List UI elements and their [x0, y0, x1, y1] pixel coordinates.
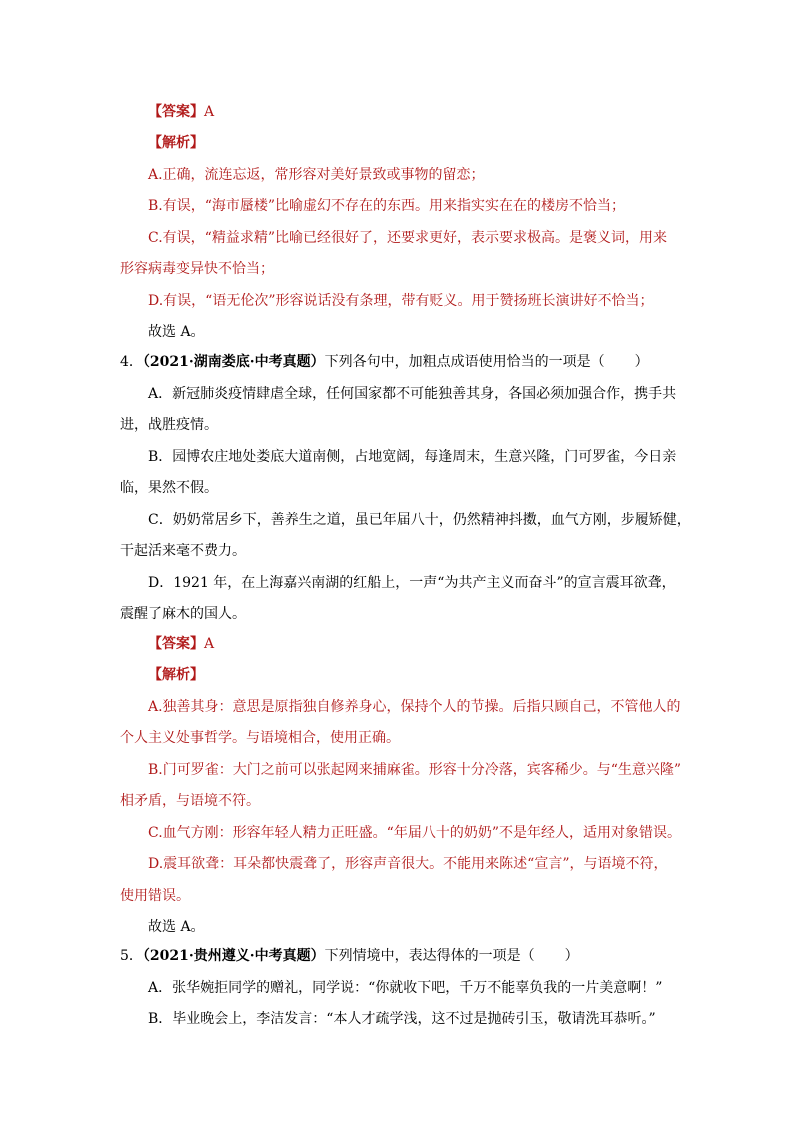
q4-answer-line — [148, 634, 214, 654]
analysis-label: 【解析】 — [148, 667, 204, 683]
answer-value: A — [204, 104, 215, 120]
q4-option-line: 进，战胜疫情。 — [120, 417, 218, 433]
q5-option-line: A．张华婉拒同学的赠礼，同学说：“你就收下吧，千万不能辜负我的一片美意啊！” — [148, 980, 663, 996]
q4-option-line: 震醒了麻木的国人。 — [120, 606, 246, 622]
answer-label: 【答案】 — [148, 104, 204, 120]
q4-option-line: 临，果然不假。 — [120, 480, 218, 496]
question-stem: 下列情境中，表达得体的一项是（ — [324, 948, 535, 964]
q3-analysis-line: A.正确，流连忘返，常形容对美好景致或事物的留恋； — [148, 167, 485, 183]
q4-option-line: A．新冠肺炎疫情肆虐全球，任何国家都不可能独善其身，各国必须加强合作，携手共 — [148, 386, 677, 402]
q3-conclusion: 故选 A。 — [148, 324, 205, 340]
q4-analysis-line: D.震耳欲聋：耳朵都快震聋了，形容声音很大。不能用来陈述“宣言”，与语境不符， — [148, 856, 668, 872]
q4-option-line: B．园博农庄地处娄底大道南侧，占地宽阔，每逢周末，生意兴隆，门可罗雀，今日亲 — [148, 449, 677, 465]
q4-analysis-label — [148, 665, 204, 685]
q4-option-line: D．1921 年，在上海嘉兴南湖的红船上，一声“为共产主义而奋斗”的宣言震耳欲聋， — [148, 575, 676, 591]
q4-option-line: C．奶奶常居乡下，善养生之道，虽已年届八十，仍然精神抖擞，血气方刚，步履矫健， — [148, 512, 691, 528]
q4-analysis-line: C.血气方刚：形容年轻人精力正旺盛。“年届八十的奶奶”不是年经人，适用对象错误。 — [148, 825, 681, 841]
answer-label: 【答案】 — [148, 636, 204, 652]
q4-stem — [120, 352, 649, 372]
question-stem: 下列各句中，加粗点成语使用恰当的一项是（ — [324, 354, 605, 370]
question-number: 4． — [120, 354, 143, 370]
question-stem-end: ） — [634, 354, 649, 370]
q3-analysis-line: D.有误，“语无伦次”形容说话没有条理，带有贬义。用于赞扬班长演讲好不恰当； — [148, 293, 654, 309]
q4-analysis-line: 个人主义处事哲学。与语境相合，使用正确。 — [120, 730, 400, 746]
q4-analysis-line: B.门可罗雀：大门之前可以张起网来捕麻雀。形容十分冷落，宾客稀少。与“生意兴隆” — [148, 762, 682, 778]
analysis-label: 【解析】 — [148, 135, 204, 151]
answer-value: A — [204, 636, 215, 652]
q4-option-line: 干起活来毫不费力。 — [120, 543, 246, 559]
question-stem-end: ） — [564, 948, 579, 964]
q3-analysis-label — [148, 133, 204, 153]
q4-conclusion: 故选 A。 — [148, 919, 205, 935]
q3-analysis-line: 形容病毒变异快不恰当； — [120, 261, 274, 277]
q5-stem — [120, 946, 579, 966]
q4-analysis-line: 相矛盾，与语境不符。 — [120, 793, 260, 809]
question-source: （2021·贵州遵义·中考真题） — [142, 948, 325, 964]
q5-option-line: B．毕业晚会上，李洁发言：“本人才疏学浅，这不过是抛砖引玉，敬请洗耳恭听。” — [148, 1011, 656, 1027]
question-number: 5． — [120, 948, 143, 964]
q4-analysis-line: A.独善其身：意思是原指独自修养身心，保持个人的节操。后指只顾自己，不管他人的 — [148, 699, 681, 715]
q3-analysis-line: C.有误，“精益求精”比喻已经很好了，还要求更好，表示要求极高。是褒义词，用来 — [148, 230, 667, 246]
q4-analysis-line: 使用错误。 — [120, 888, 190, 904]
q3-analysis-line: B.有误，“海市蜃楼”比喻虚幻不存在的东西。用来指实实在在的楼房不恰当； — [148, 198, 626, 214]
question-source: （2021·湖南娄底·中考真题） — [142, 354, 325, 370]
q3-answer-line — [148, 102, 214, 122]
